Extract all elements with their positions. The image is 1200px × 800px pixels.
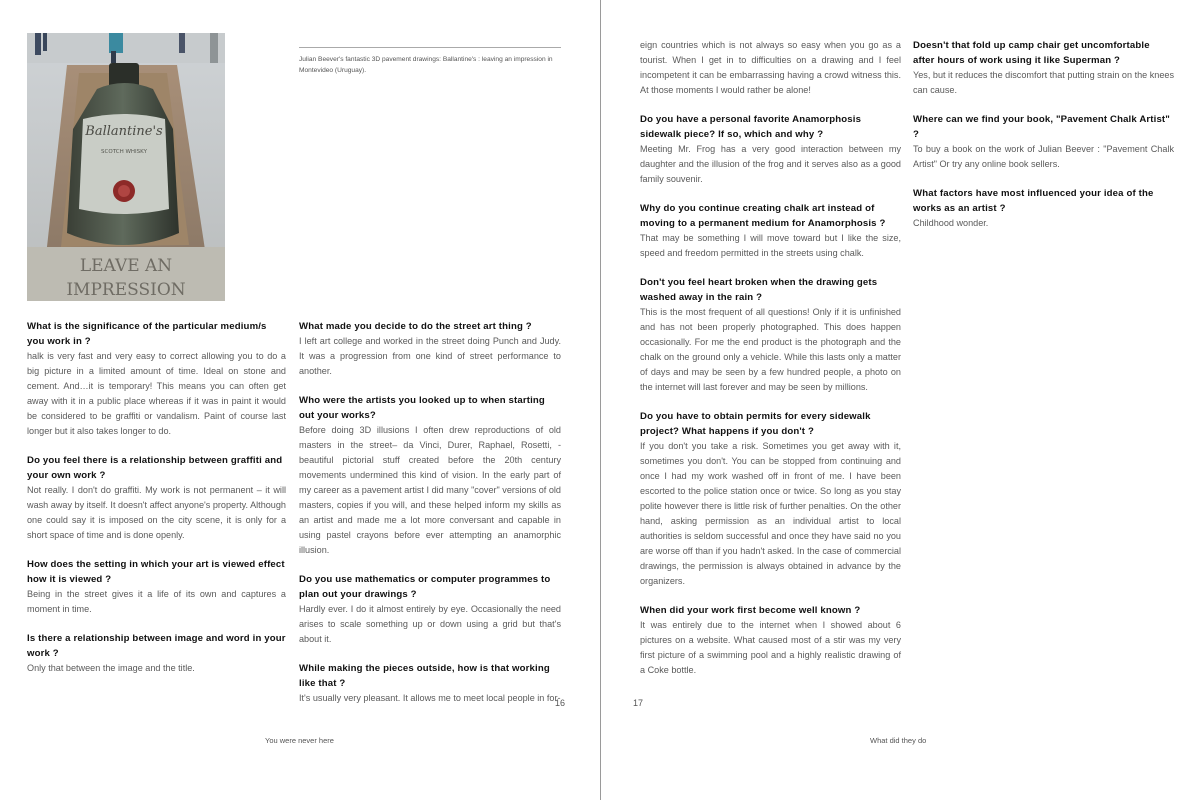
qa-block <box>640 275 901 395</box>
answer: Childhood wonder. <box>913 218 989 228</box>
qa-block <box>27 453 286 543</box>
right-page <box>601 0 1200 800</box>
footer-left: You were never here <box>265 736 334 745</box>
answer: I left art college and worked in the street doing Punch and Judy. It was a progression from one kind of street performance to another. <box>299 336 561 376</box>
qa-block <box>299 393 561 558</box>
answer: That may be something I will move toward but I like the size, speed and freedom permitted in the streets using chalk. <box>640 233 901 258</box>
interview-column-2 <box>299 319 561 720</box>
qa-block <box>27 319 286 439</box>
question: What made you decide to do the street art thing ? <box>299 321 532 332</box>
answer: eign countries which is not always so easy when you go as a tourist. When I get in to difficulties on a drawing and I feel incompetent it can be embarrassing having a crowd witness this. At those moments I would rather be alone! <box>640 40 901 95</box>
question: Do you use mathematics or computer programmes to plan out your drawings ? <box>299 574 551 600</box>
pavement-drawing-photo <box>27 33 225 301</box>
question: Is there a relationship between image and word in your work ? <box>27 633 286 659</box>
qa-block <box>913 186 1174 231</box>
interview-column-3 <box>640 38 901 692</box>
page-number-left: 16 <box>555 698 566 708</box>
question: Why do you continue creating chalk art instead of moving to a permanent medium for Anamorphosis ? <box>640 203 886 229</box>
qa-block <box>640 38 901 98</box>
answer: Meeting Mr. Frog has a very good interaction between my daughter and the illusion of the frog and it serves also as a good family souvenir. <box>640 144 901 184</box>
question: Do you have to obtain permits for every sidewalk project? What happens if you don't ? <box>640 411 871 437</box>
answer: It's usually very pleasant. It allows me to meet local people in for- <box>299 693 561 703</box>
bottle-label-small: SCOTCH WHISKY <box>101 149 147 155</box>
qa-block <box>27 557 286 617</box>
qa-block <box>640 603 901 678</box>
answer: Yes, but it reduces the discomfort that putting strain on the knees can cause. <box>913 70 1175 95</box>
engraving-line-1: LEAVE AN <box>79 256 173 276</box>
question: Where can we find your book, "Pavement Chalk Artist" ? <box>913 114 1170 140</box>
qa-block <box>640 112 901 187</box>
question: Doesn't that fold up camp chair get uncomfortable after hours of work using it like Superman ? <box>913 40 1150 66</box>
question: Do you have a personal favorite Anamorphosis sidewalk piece? If so, which and why ? <box>640 114 862 140</box>
question: How does the setting in which your art is viewed effect how it is viewed ? <box>27 559 285 585</box>
interview-column-4 <box>913 38 1174 245</box>
engraving-line-2: IMPRESSION <box>66 280 186 300</box>
qa-block <box>299 572 561 647</box>
question: What factors have most influenced your idea of the works as an artist ? <box>913 188 1154 214</box>
question: When did your work first become well known ? <box>640 605 861 616</box>
qa-block <box>640 201 901 261</box>
question: Do you feel there is a relationship between graffiti and your own work ? <box>27 455 283 481</box>
footer-right: What did they do <box>870 736 927 745</box>
question: Who were the artists you looked up to when starting out your works? <box>299 395 545 421</box>
answer: This is the most frequent of all questions! Only if it is unfinished and has not been properly photographed. This does happen occasionally. For me the end product is the photograph and the chalk on the ground only a vehicle. While this lasts only a matter of days and may be seen by a few hundred people, a photo on the internet will last forever and may be seen by millions. <box>640 307 901 392</box>
qa-block <box>913 112 1174 172</box>
answer: Not really. I don't do graffiti. My work is not permanent – it will wash away by itself. It doesn't affect anyone's property. Although one could say it is imposed on the city scene, it is only for a short space of time and is done openly. <box>27 485 286 540</box>
answer: It was entirely due to the internet when I showed about 6 pictures on a website. What caused most of a stir was my very first picture of a swimming pool and a highly realistic drawing of a Coke bottle. <box>640 620 901 675</box>
question: What is the significance of the particular medium/s you work in ? <box>27 321 267 347</box>
answer: halk is very fast and very easy to correct allowing you to do a big picture in a limited amount of time. Ideal on stone and cement. And…it is temporary! This means you can often get away with it in a public place whereas if it was in paint it would be considered to be graffiti or vandalism. Paint of course last longer but it also takes longer to do. <box>27 351 286 436</box>
qa-block <box>913 38 1174 98</box>
qa-block <box>299 319 561 379</box>
answer: Being in the street gives it a life of its own and captures a moment in time. <box>27 589 286 614</box>
question: Don't you feel heart broken when the drawing gets washed away in the rain ? <box>640 277 878 303</box>
question: While making the pieces outside, how is that working like that ? <box>299 663 550 689</box>
page-number-right: 17 <box>633 698 644 708</box>
answer: Before doing 3D illusions I often drew reproductions of old masters in the street– da Vinci, Durer, Raphael, Rosetti, - beautiful pictorial stuff created before the 20th century movements undermined this kind of vision. In the early part of my career as a pavement artist I did many "cover" versions of old masters, copies if you will, and these helped inform my skills as an artist and made me a lot more conversant and capable in using pastel crayons before ever attempting an anamorphic illusion. <box>299 425 561 555</box>
answer: If you don't you take a risk. Sometimes you get away with it, sometimes you don't. You can be stopped from continuing and once I had my work washed off in front of me. I have been escorted to the police station once or twice. So long as you stay polite however there is little risk of further penalties. On the other hand, asking permission as an individual artist to local authorities is seldom successful and once they have said no you are worse off than if you hadn't asked. In the case of commercial drawings, the permission is always obtained in advance by the organizers. <box>640 441 901 586</box>
answer: To buy a book on the work of Julian Beever : "Pavement Chalk Artist" Or try any online book sellers. <box>913 144 1174 169</box>
answer: Only that between the image and the title. <box>27 663 195 673</box>
photo-caption: Julian Beever's fantastic 3D pavement drawings: Ballantine's : leaving an impression in Montevideo (Uruguay). <box>299 47 561 76</box>
interview-column-1 <box>27 319 286 690</box>
answer: Hardly ever. I do it almost entirely by eye. Occasionally the need arises to scale something up or down using a grid but that's about it. <box>299 604 561 644</box>
qa-block <box>27 631 286 676</box>
qa-block <box>640 409 901 589</box>
qa-block <box>299 661 561 706</box>
bottle-label-brand: Ballantine's <box>85 124 163 139</box>
